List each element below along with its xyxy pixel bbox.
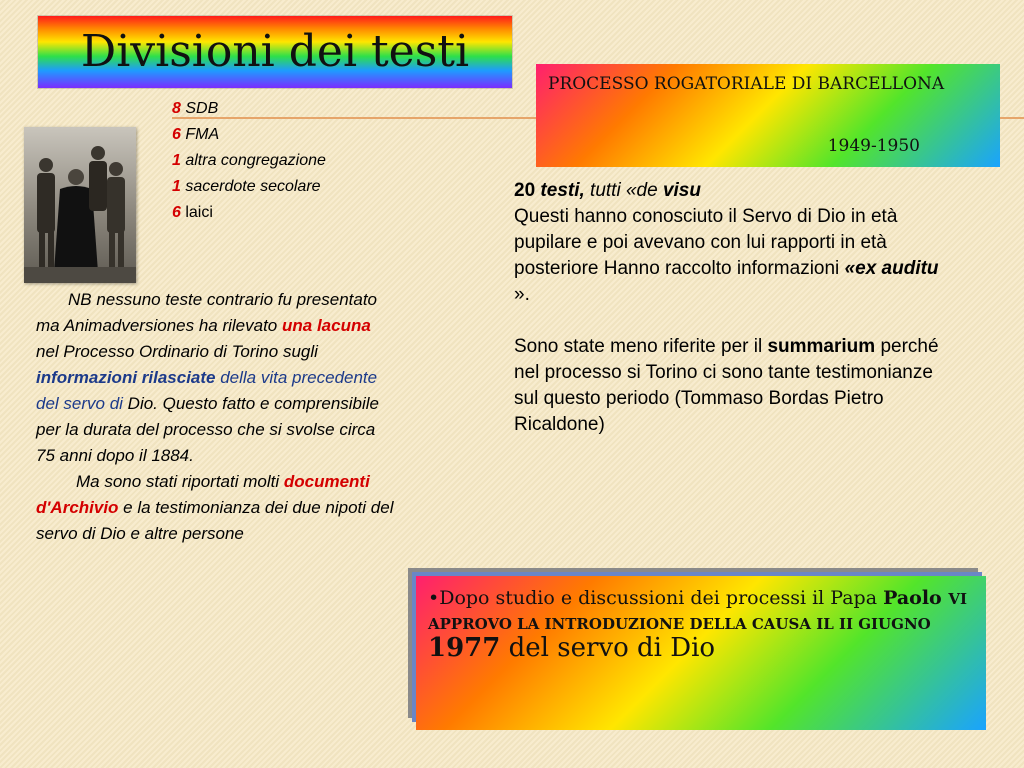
count-number: 1 (172, 178, 181, 195)
count-number: 1 (172, 152, 181, 169)
slide-title: Divisioni dei testi (80, 26, 470, 77)
testi-body-end: ». (514, 284, 530, 305)
testi-tutti: tutti «de (584, 180, 663, 201)
approval-box (416, 576, 986, 730)
historic-group-photo (24, 127, 136, 283)
count-row (172, 200, 326, 226)
testi-body: Questi hanno conosciuto il Servo di Dio in età pupilare e poi avevano con lui rapporti in età posteriore Hanno raccolto informazioni (514, 206, 898, 279)
nb-paragraph-1 (36, 287, 396, 469)
witness-counts (172, 96, 326, 226)
approval-text (428, 582, 978, 663)
nb-text: NB nessuno teste contrario fu presentato ma Animadversiones ha rilevato (36, 290, 378, 335)
testi-paragraph-1 (514, 178, 954, 308)
testi-body-end: perché nel processo si Torino ci sono tante testimonianze sul questo periodo (Tommaso Bordas Pietro Ricaldone) (514, 336, 939, 435)
processo-years: 1949-1950 (827, 136, 920, 156)
title-banner (38, 16, 512, 88)
nb-highlight-documenti: documenti d'Archivio (36, 472, 370, 517)
count-number: 6 (172, 126, 181, 143)
count-label: laici (180, 204, 213, 221)
testi-paragraph-2 (514, 334, 954, 438)
approval-end: del servo di Dio (500, 633, 716, 663)
approval-caps: VI APPROVO LA INTRODUZIONE DELLA CAUSA IL II GIUGNO (428, 590, 968, 633)
nb-text: nel Processo Ordinario di Torino sugli (36, 342, 318, 361)
testi-word: testi, (540, 180, 585, 201)
testi-summarium: summarium (767, 336, 876, 357)
approval-intro: •Dopo studio e discussioni dei processi il Papa (428, 587, 884, 609)
nb-paragraph-2 (36, 469, 396, 547)
testi-count: 20 (514, 180, 536, 201)
approval-paolo: Paolo (883, 587, 949, 609)
count-label: FMA (180, 126, 220, 143)
count-row (172, 122, 326, 148)
nb-note (36, 287, 396, 547)
count-label: altra congregazione (180, 152, 326, 169)
count-number: 8 (172, 100, 181, 117)
approval-year: 1977 (428, 633, 501, 663)
count-number: 6 (172, 204, 181, 221)
testi-description (514, 178, 954, 438)
count-row (172, 174, 326, 200)
processo-title: PROCESSO ROGATORIALE DI BARCELLONA (548, 74, 945, 94)
count-label: SDB (180, 100, 219, 117)
nb-highlight-informazioni: informazioni rilasciate (36, 368, 216, 387)
nb-text: Dio. Questo fatto e comprensibile per la durata del processo che si svolse circa 75 anni dopo il 1884. (36, 394, 380, 465)
nb-text: Ma sono stati riportati molti (76, 472, 284, 491)
processo-box (536, 64, 1000, 167)
count-row (172, 148, 326, 174)
testi-visu: visu (662, 180, 701, 201)
testi-ex-auditu: «ex auditu (844, 258, 939, 279)
count-row (172, 96, 326, 122)
nb-highlight-lacuna: una lacuna (282, 316, 371, 335)
count-label: sacerdote secolare (180, 178, 321, 195)
nb-highlight-vita: della vita precedente del servo di (36, 368, 378, 413)
nb-text: e la testimonianza dei due nipoti del servo di Dio e altre persone (36, 498, 394, 543)
testi-body: Sono state meno riferite per il (514, 336, 768, 357)
